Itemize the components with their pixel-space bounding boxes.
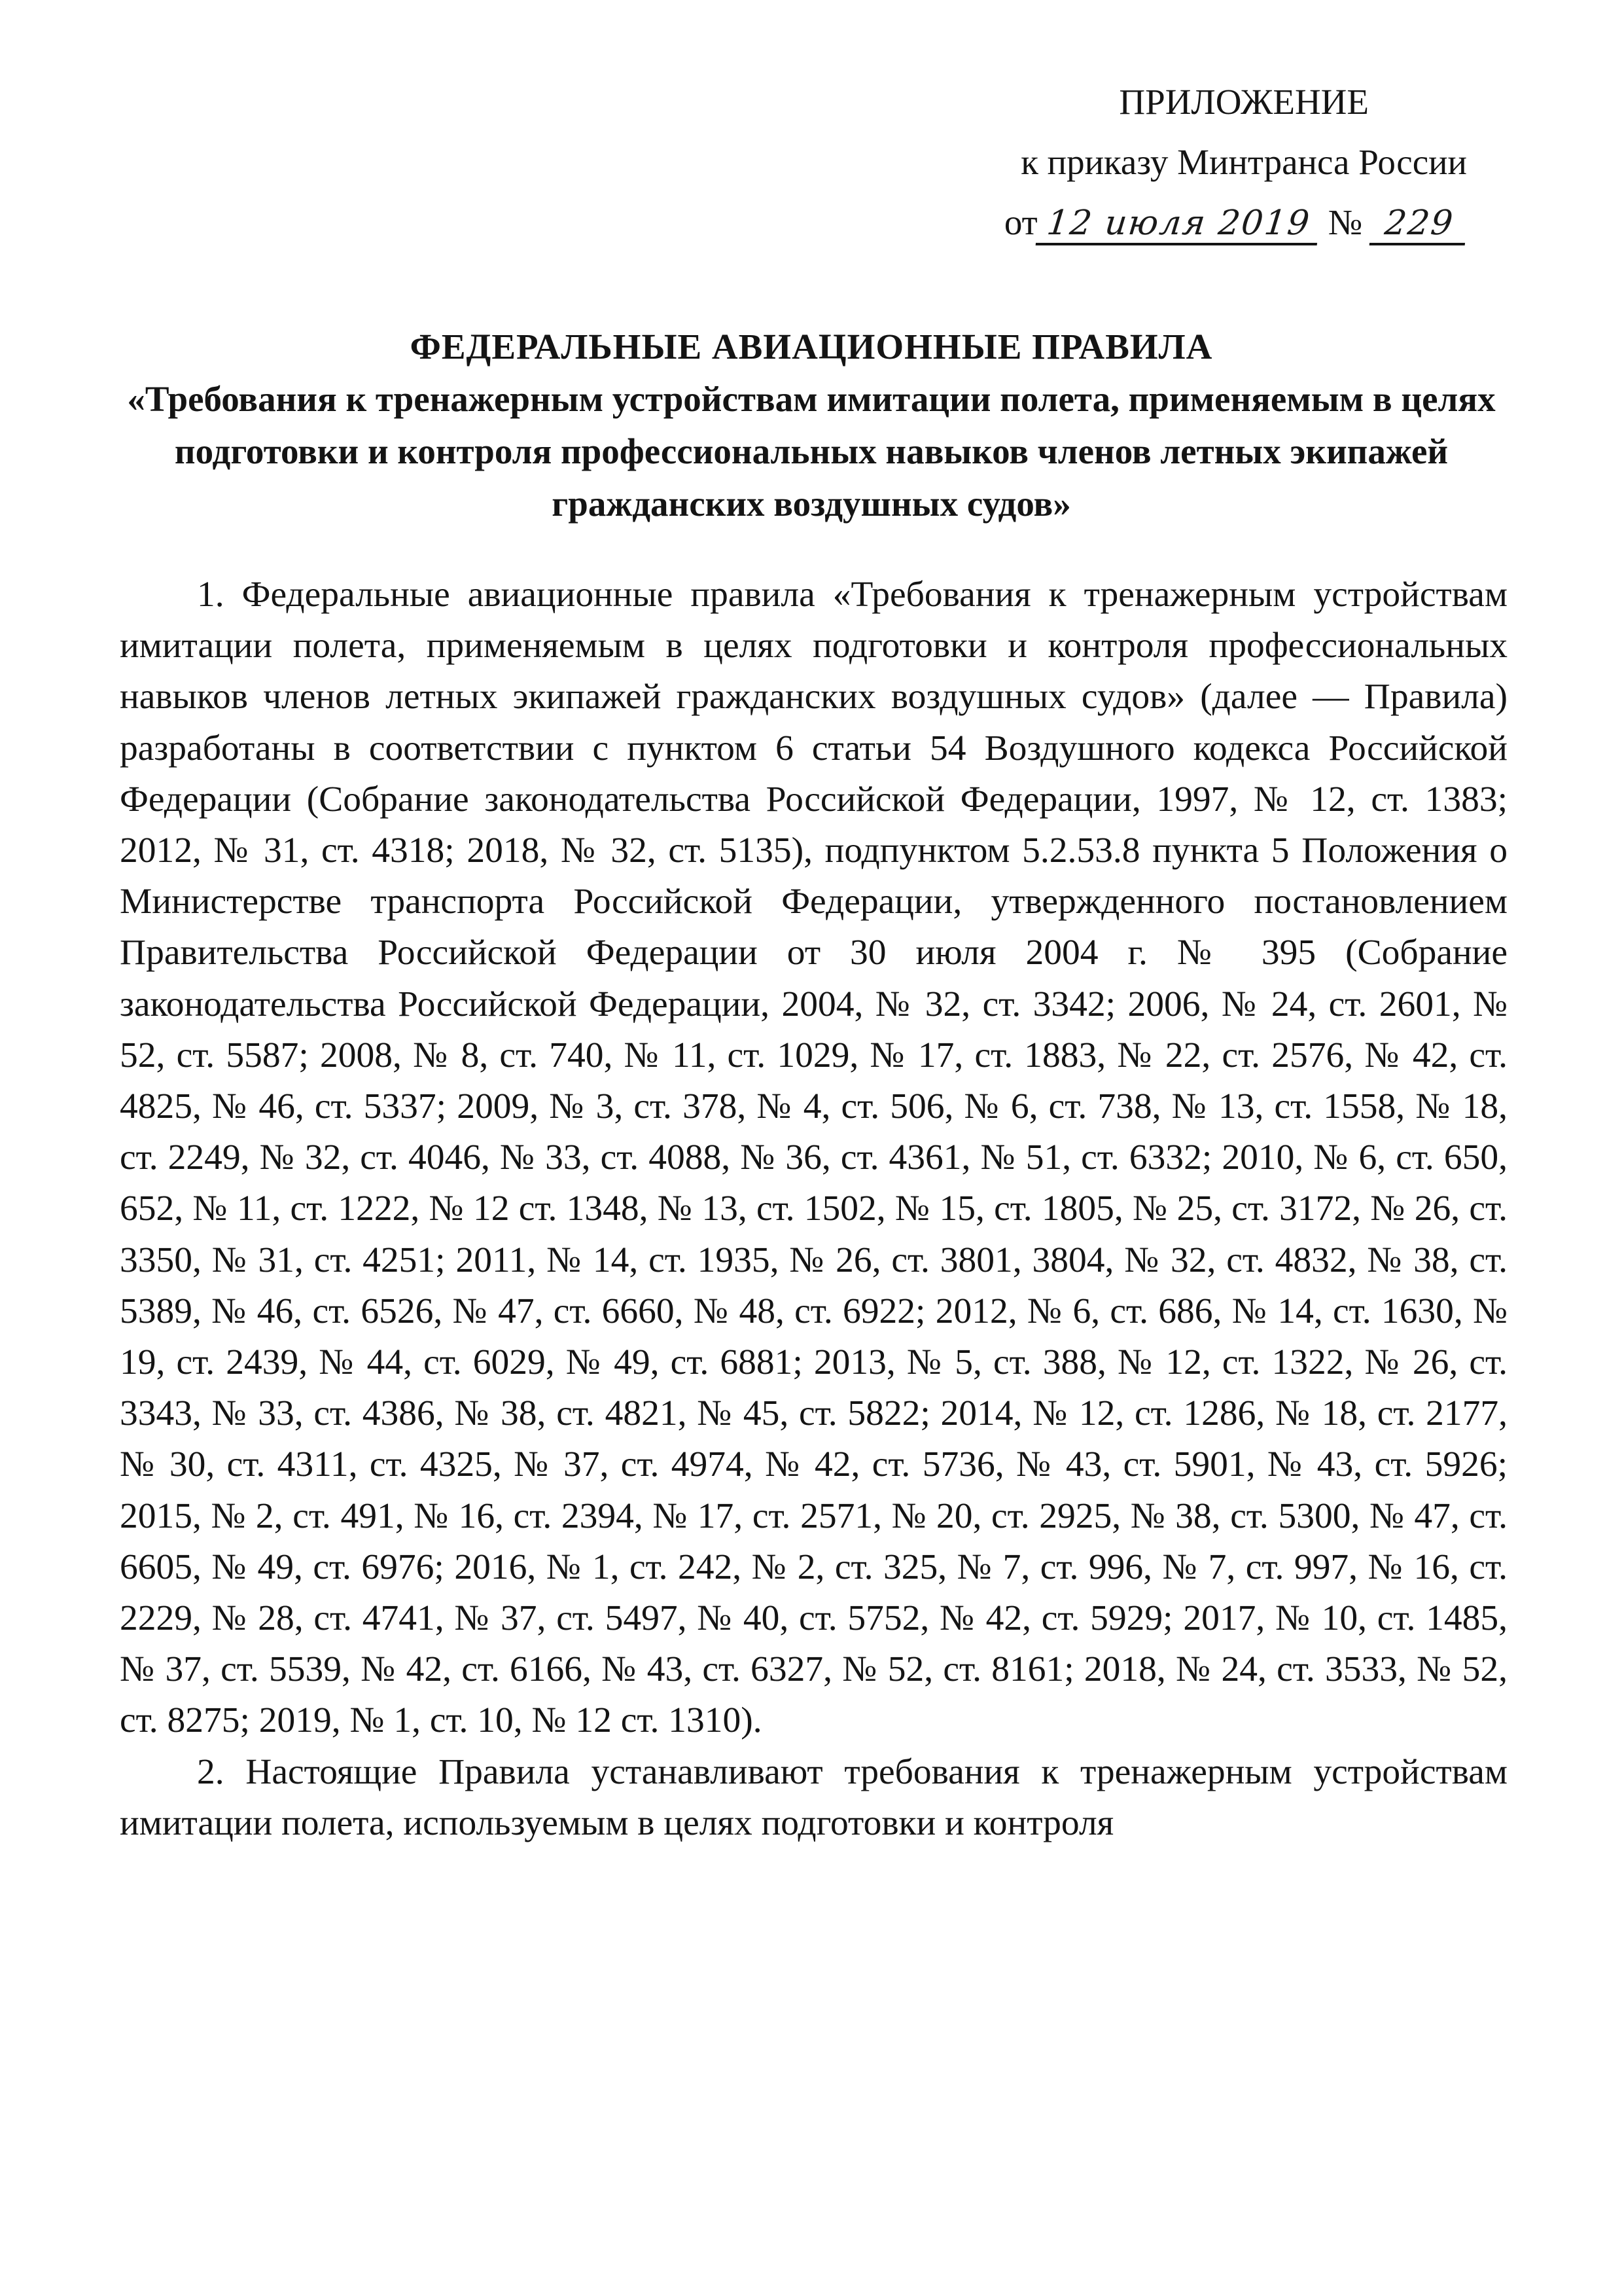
- order-date-prefix: от: [1004, 202, 1038, 242]
- handwritten-order-number: 229: [1369, 204, 1470, 245]
- document-title-block: [111, 321, 1511, 530]
- document-title: ФЕДЕРАЛЬНЫЕ АВИАЦИОННЫЕ ПРАВИЛА: [410, 327, 1213, 367]
- document-full-name: «Требования к тренажерным устройствам имитации полета, применяемым в целях подготовки и контроля профессиональных навыков членов летных экипажей гражданских воздушных судов»: [127, 379, 1496, 524]
- appendix-order-line: [826, 192, 1467, 253]
- document-body: [120, 569, 1508, 1849]
- order-number-prefix: №: [1328, 202, 1363, 242]
- handwritten-order-date: 12 июля 2019: [1035, 204, 1321, 245]
- appendix-title: ПРИЛОЖЕНИЕ: [1119, 82, 1369, 122]
- appendix-header: [826, 72, 1467, 253]
- appendix-order-reference: к приказу Минтранса России: [1021, 142, 1467, 182]
- paragraph-2: 2. Настоящие Правила устанавливают требования к тренажерным устройствам имитации полета, используемым в целях подготовки и контроля: [120, 1751, 1508, 1843]
- paragraph-1: 1. Федеральные авиационные правила «Требования к тренажерным устройствам имитации полета, применяемым в целях подготовки и контроля профессиональных навыков членов летных экипажей гражданских воздушных судов» (далее — Правила) разработаны в соответствии с пунктом 6 статьи 54 Воздушного кодекса Российской Федерации (Собрание законодательства Российской Федерации, 1997, № 12, ст. 1383; 2012, № 31, ст. 4318; 2018, № 32, ст. 5135), подпунктом 5.2.53.8 пункта 5 Положения о Министерстве транспорта Российской Федерации, утвержденного постановлением Правительства Российской Федерации от 30 июля 2004 г. № 395 (Собрание законодательства Российской Федерации, 2004, № 32, ст. 3342; 2006, № 24, ст. 2601, № 52, ст. 5587; 2008, № 8, ст. 740, № 11, ст. 1029, № 17, ст. 1883, № 22, ст. 2576, № 42, ст. 4825, № 46, ст. 5337; 2009, № 3, ст. 378, № 4, ст. 506, № 6, ст. 738, № 13, ст. 1558, № 18, ст. 2249, № 32, ст. 4046, № 33, ст. 4088, № 36, ст. 4361, № 51, ст. 6332; 2010, № 6, ст. 650, 652, № 11, ст. 1222, № 12 ст. 1348, № 13, ст. 1502, № 15, ст. 1805, № 25, ст. 3172, № 26, ст. 3350, № 31, ст. 4251; 2011, № 14, ст. 1935, № 26, ст. 3801, 3804, № 32, ст. 4832, № 38, ст. 5389, № 46, ст. 6526, № 47, ст. 6660, № 48, ст. 6922; 2012, № 6, ст. 686, № 14, ст. 1630, № 19, ст. 2439, № 44, ст. 6029, № 49, ст. 6881; 2013, № 5, ст. 388, № 12, ст. 1322, № 26, ст. 3343, № 33, ст. 4386, № 38, ст. 4821, № 45, ст. 5822; 2014, № 12, ст. 1286, № 18, ст. 2177, № 30, ст. 4311, ст. 4325, № 37, ст. 4974, № 42, ст. 5736, № 43, ст. 5901, № 43, ст. 5926; 2015, № 2, ст. 491, № 16, ст. 2394, № 17, ст. 2571, № 20, ст. 2925, № 38, ст. 5300, № 47, ст. 6605, № 49, ст. 6976; 2016, № 1, ст. 242, № 2, ст. 325, № 7, ст. 996, № 7, ст. 997, № 16, ст. 2229, № 28, ст. 4741, № 37, ст. 5497, № 40, ст. 5752, № 42, ст. 5929; 2017, № 10, ст. 1485, № 37, ст. 5539, № 42, ст. 6166, № 43, ст. 6327, № 52, ст. 8161; 2018, № 24, ст. 3533, № 52, ст. 8275; 2019, № 1, ст. 10, № 12 ст. 1310).: [120, 575, 1508, 1741]
